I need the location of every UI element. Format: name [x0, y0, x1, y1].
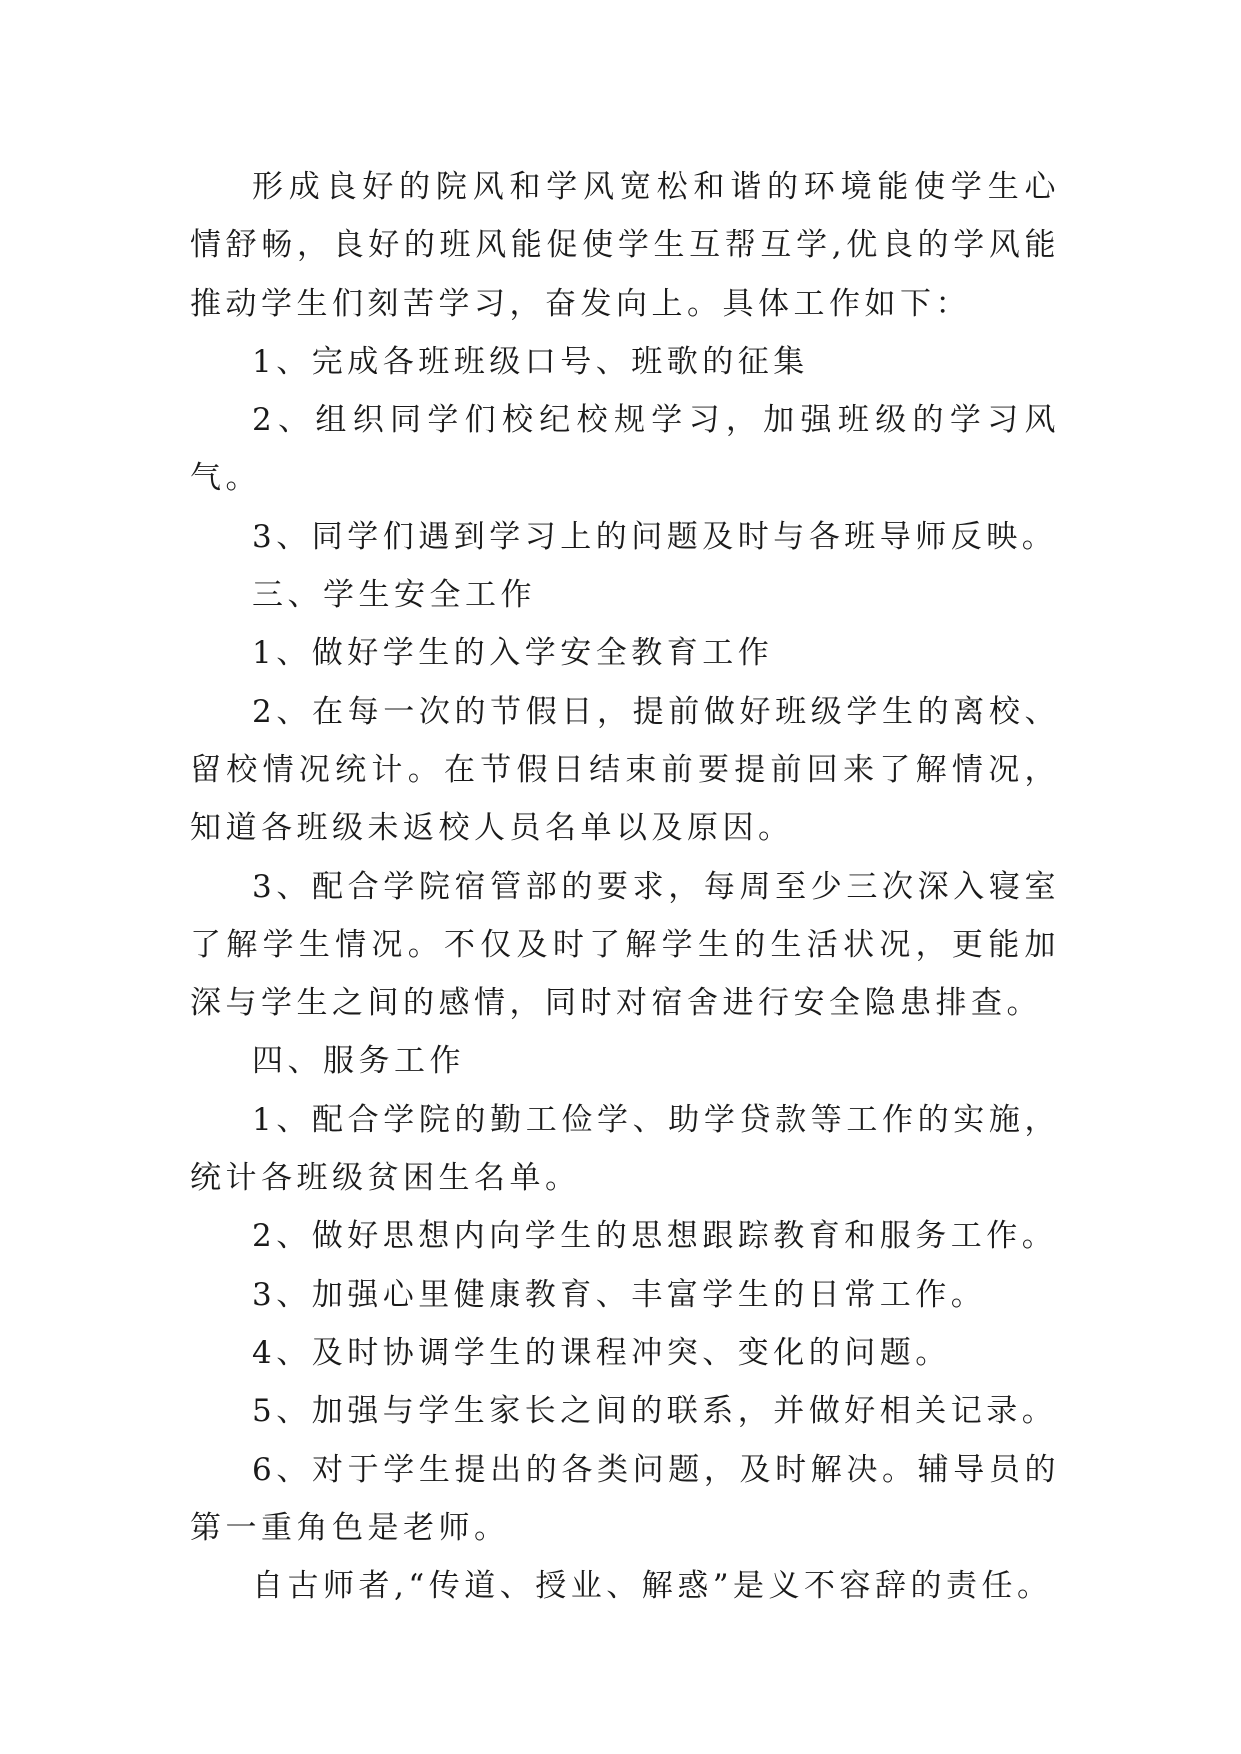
section-heading-safety: 三、学生安全工作: [252, 577, 536, 614]
section-heading-service: 四、服务工作: [252, 1043, 465, 1080]
paragraph-safety-2: 2、在每一次的节假日，提前做好班级学生的离校、留校情况统计。在节假日结束前要提前回来了解情况，知道各班级未返校人员名单以及原因。: [190, 693, 1060, 847]
paragraph-item-3: 3、同学们遇到学习上的问题及时与各班导师反映。: [252, 518, 1058, 555]
paragraph-safety-3: 3、配合学院宿管部的要求，每周至少三次深入寝室了解学生情况。不仅及时了解学生的生活状况，更能加深与学生之间的感情，同时对宿舍进行安全隐患排查。: [190, 868, 1060, 1022]
document-body: [190, 158, 1060, 1615]
paragraph-service-4: 4、及时协调学生的课程冲突、变化的问题。: [252, 1334, 951, 1371]
paragraph-closing: 自古师者,“传道、授业、解惑”是义不容辞的责任。: [252, 1568, 1053, 1605]
paragraph-service-2: 2、做好思想内向学生的思想跟踪教育和服务工作。: [252, 1218, 1058, 1255]
paragraph-service-1: 1、配合学院的勤工俭学、助学贷款等工作的实施，统计各班级贫困生名单。: [190, 1101, 1060, 1197]
paragraph-service-6: 6、对于学生提出的各类问题，及时解决。辅导员的第一重角色是老师。: [190, 1451, 1060, 1546]
paragraph-service-3: 3、加强心里健康教育、丰富学生的日常工作。: [252, 1276, 987, 1313]
paragraph-safety-1: 1、做好学生的入学安全教育工作: [252, 635, 774, 672]
paragraph-item-2: 2、组织同学们校纪校规学习，加强班级的学习风气。: [190, 402, 1060, 497]
paragraph-intro: 形成良好的院风和学风宽松和谐的环境能使学生心情舒畅，良好的班风能促使学生互帮互学,优良的学风能推动学生们刻苦学习，奋发向上。具体工作如下：: [190, 169, 1060, 322]
paragraph-item-1: 1、完成各班班级口号、班歌的征集: [252, 343, 809, 380]
paragraph-service-5: 5、加强与学生家长之间的联系，并做好相关记录。: [252, 1393, 1058, 1430]
